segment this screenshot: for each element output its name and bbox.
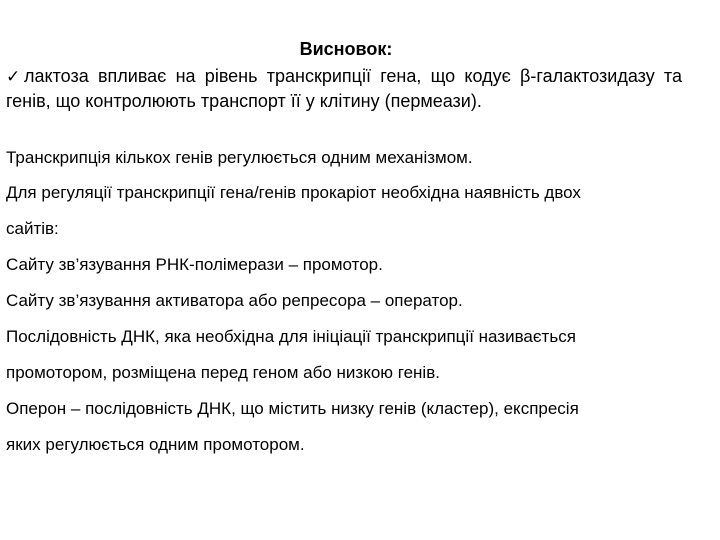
text-line-4: Сайту зв’язування РНК-полімерази – промотор. xyxy=(6,255,383,274)
text-line-6: Послідовність ДНК, яка необхідна для ініціації транскрипції називається xyxy=(6,327,576,346)
slide-title: Висновок: xyxy=(299,39,393,59)
text-line-8: Оперон – послідовність ДНК, що містить низку генів (кластер), експресія xyxy=(6,399,579,418)
intro-text: лактоза впливає на рівень транскрипції гена, що кодує β-галактозидазу та генів, що контролюють транспорт її у клітину (пермеази). xyxy=(6,66,682,111)
text-line-3: сайтів: xyxy=(6,219,59,238)
text-line-5: Сайту зв’язування активатора або репресора – оператор. xyxy=(6,291,463,310)
text-line-2: Для регуляції транскрипції гена/генів прокаріот необхідна наявність двох xyxy=(6,183,581,202)
checkmark-icon: ✓ xyxy=(6,67,21,87)
text-line-1: Транскрипція кількох генів регулюється одним механізмом. xyxy=(6,148,473,167)
text-line-7: промотором, розміщена перед геном або низкою генів. xyxy=(6,363,440,382)
text-line-9: яких регулюється одним промотором. xyxy=(6,435,305,454)
intro-bullet xyxy=(6,64,682,113)
